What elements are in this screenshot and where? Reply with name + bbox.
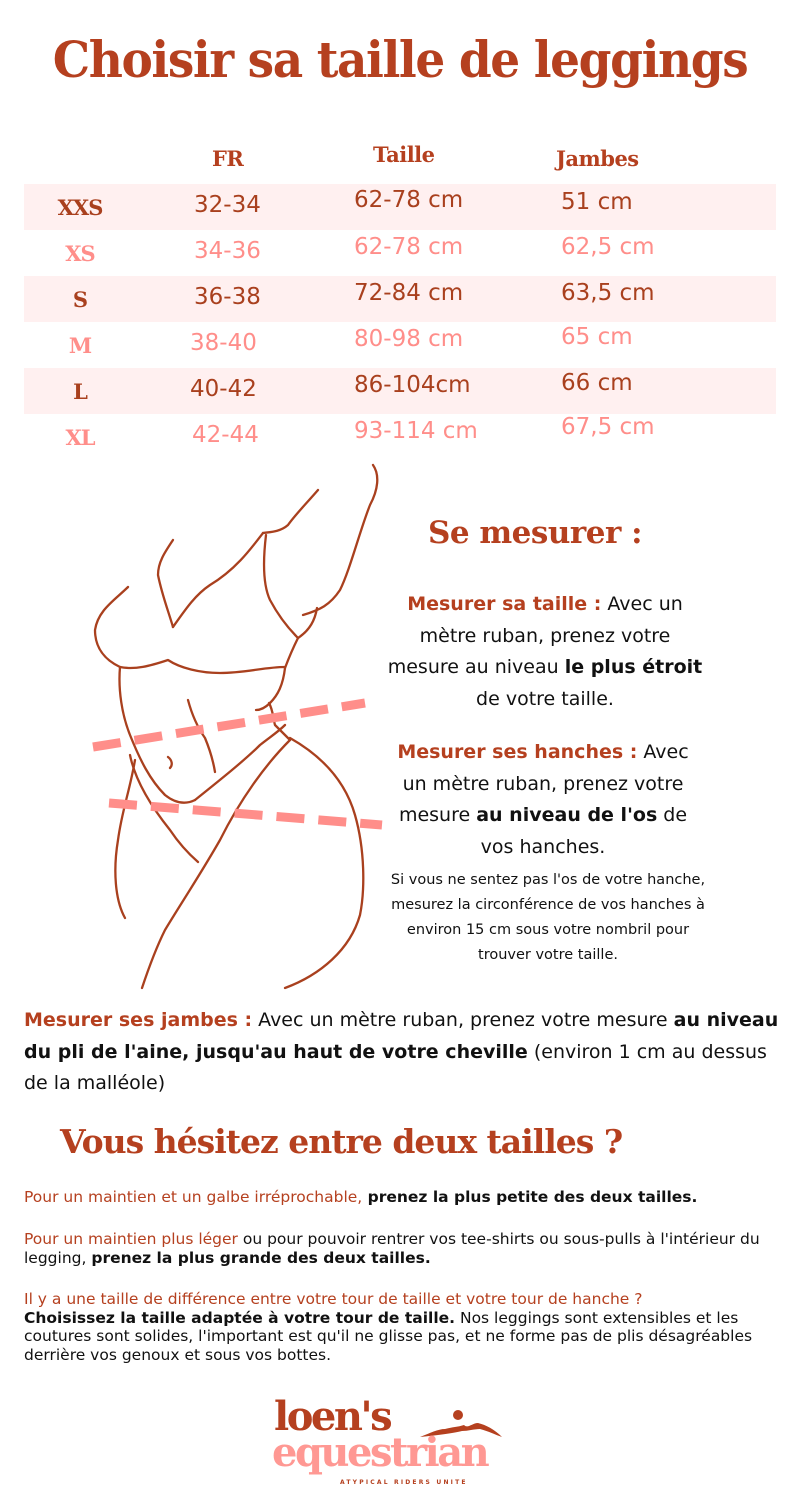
legs-label: Mesurer ses jambes : bbox=[24, 1009, 253, 1031]
table-row bbox=[24, 184, 776, 230]
jambes-value: 62,5 cm bbox=[561, 234, 655, 260]
waist-instructions bbox=[385, 589, 705, 715]
taille-value: 62-78 cm bbox=[354, 234, 464, 260]
fr-value: 40-42 bbox=[190, 376, 257, 402]
taille-value: 93-114 cm bbox=[354, 418, 478, 444]
jambes-value: 66 cm bbox=[561, 370, 633, 396]
column-header-taille: Taille bbox=[373, 142, 435, 167]
jambes-value: 65 cm bbox=[561, 324, 633, 350]
taille-value: 80-98 cm bbox=[354, 326, 464, 352]
size-table bbox=[24, 140, 776, 460]
size-label: M bbox=[68, 333, 92, 358]
fr-value: 36-38 bbox=[194, 284, 261, 310]
table-header bbox=[24, 140, 776, 184]
table-row bbox=[24, 276, 776, 322]
hips-note: Si vous ne sentez pas l'os de votre hanche, mesurez la circonférence de vos hanches à environ 15 cm sous votre nombril pour trouver votre taille. bbox=[390, 872, 706, 963]
legs-text-end: (environ 1 cm au dessus de la malléole) bbox=[24, 1040, 767, 1094]
jambes-value: 51 cm bbox=[561, 189, 633, 215]
table-row bbox=[24, 368, 776, 414]
tip3-bold: Choisissez la taille adaptée à votre tour de taille. bbox=[24, 1308, 456, 1327]
hips-instructions bbox=[383, 737, 703, 863]
fr-value: 42-44 bbox=[192, 422, 259, 448]
legs-text: Avec un mètre ruban, prenez votre mesure bbox=[252, 1009, 674, 1031]
fr-value: 34-36 bbox=[194, 238, 261, 264]
size-label: S bbox=[72, 287, 88, 312]
size-label: XL bbox=[65, 425, 95, 450]
hips-text-end: de vos hanches. bbox=[480, 804, 688, 858]
tip-size-difference bbox=[24, 1290, 784, 1364]
measure-section-title: Se mesurer : bbox=[427, 515, 643, 551]
waist-bold: le plus étroit bbox=[564, 656, 703, 678]
tip2-text: ou pour pouvoir rentrer vos tee-shirts ou sous-pulls à l'intérieur du legging, bbox=[24, 1230, 760, 1267]
jambes-value: 63,5 cm bbox=[561, 280, 655, 306]
logo-line2: equestrian bbox=[272, 1429, 488, 1476]
table-row bbox=[24, 230, 776, 276]
hesitate-section-title: Vous hésitez entre deux tailles ? bbox=[60, 1122, 623, 1161]
tip2-bold: prenez la plus grande des deux tailles. bbox=[91, 1248, 431, 1267]
taille-value: 72-84 cm bbox=[354, 280, 464, 306]
table-row bbox=[24, 414, 776, 460]
waist-label: Mesurer sa taille : bbox=[407, 593, 602, 615]
waist-text: Avec un mètre ruban, prenez votre mesure au niveau bbox=[387, 593, 683, 678]
waist-text-end: de votre taille. bbox=[476, 687, 614, 710]
tip3-accent: Il y a une taille de différence entre votre tour de taille et votre tour de hanche ? bbox=[24, 1290, 643, 1308]
logo-tagline: ATYPICAL RIDERS UNITE bbox=[340, 1479, 468, 1486]
column-header-jambes: Jambes bbox=[556, 146, 639, 171]
hips-label: Mesurer ses hanches : bbox=[397, 741, 638, 763]
size-label: XXS bbox=[57, 195, 103, 220]
hips-bold: au niveau de l'os bbox=[476, 804, 658, 826]
taille-value: 86-104cm bbox=[354, 372, 471, 398]
page-title: Choisir sa taille de leggings bbox=[52, 30, 748, 89]
size-label: L bbox=[73, 379, 87, 404]
hips-text: Avec un mètre ruban, prenez votre mesure bbox=[398, 741, 689, 826]
jambes-value: 67,5 cm bbox=[561, 414, 655, 440]
tip-larger-size bbox=[24, 1230, 784, 1267]
legs-instructions bbox=[24, 1005, 784, 1100]
taille-value: 62-78 cm bbox=[354, 187, 464, 213]
logo-line1: loen's bbox=[274, 1393, 391, 1440]
tip3-text: Nos leggings sont extensibles et les coutures sont solides, l'important est qu'il ne glisse pas, et ne forme pas de plis désagréables derrière vos genoux et sous vos bottes. bbox=[24, 1308, 753, 1364]
tip1-bold: prenez la plus petite des deux tailles. bbox=[362, 1188, 698, 1206]
tip2-accent: Pour un maintien plus léger bbox=[24, 1230, 238, 1248]
size-label: XS bbox=[65, 241, 95, 266]
tip-smaller-size bbox=[24, 1188, 784, 1207]
tip1-accent: Pour un maintien et un galbe irréprochable, bbox=[24, 1188, 363, 1206]
brand-logo bbox=[260, 1395, 540, 1500]
column-header-fr: FR bbox=[212, 146, 244, 171]
fr-value: 32-34 bbox=[194, 192, 261, 218]
body-measurement-illustration bbox=[80, 460, 400, 990]
fr-value: 38-40 bbox=[190, 330, 257, 356]
table-row bbox=[24, 322, 776, 368]
legs-bold: au niveau du pli de l'aine, jusqu'au haut de votre cheville bbox=[24, 1009, 779, 1063]
